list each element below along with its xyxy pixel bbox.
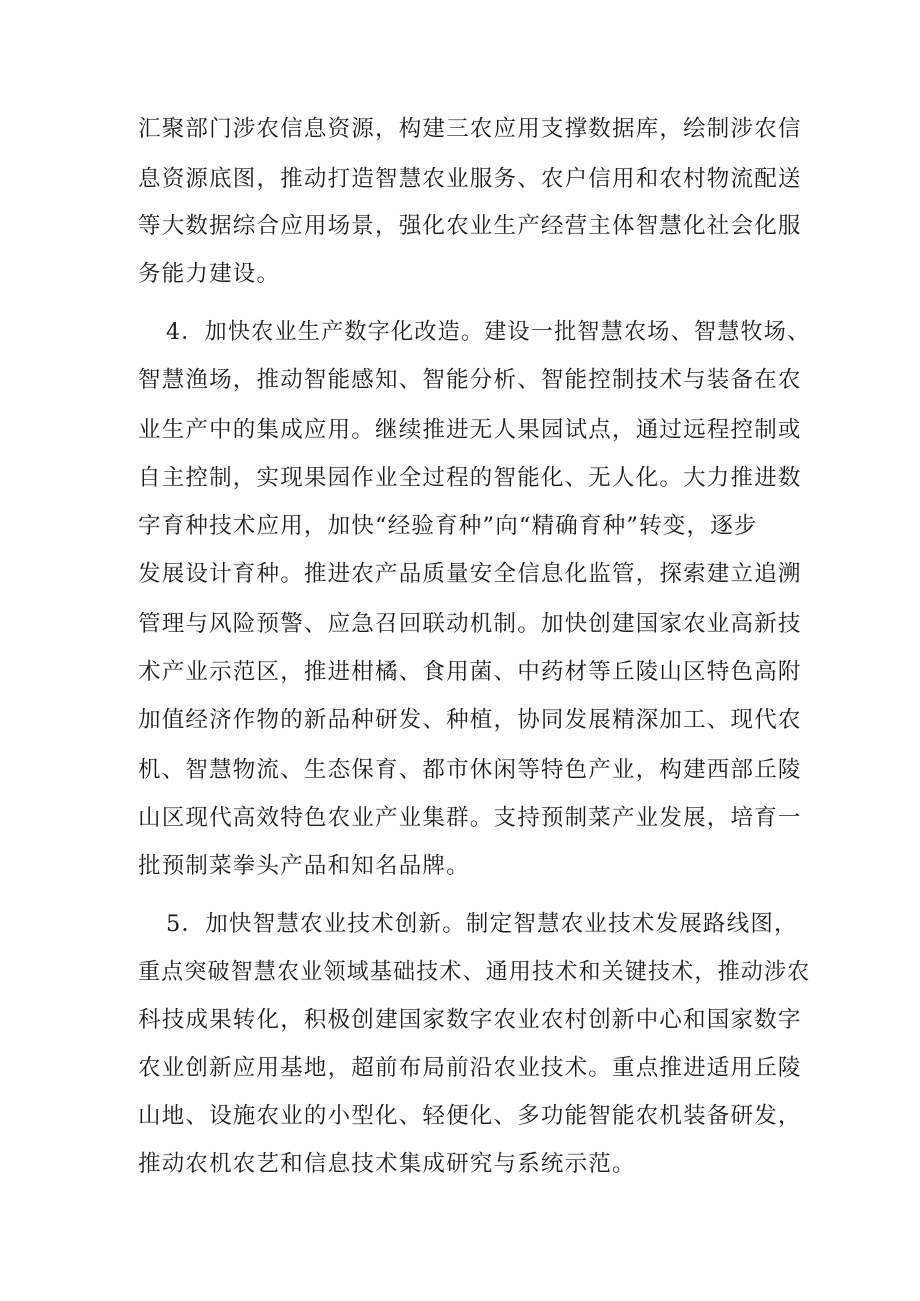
text-line: 等大数据综合应用场景，强化农业生产经营主体智慧化社会化服: [138, 213, 802, 239]
text-line: 息资源底图，推动打造智慧农业服务、农户信用和农村物流配送: [138, 166, 802, 192]
text-line: 务能力建设。: [138, 261, 281, 287]
text-line: 山地、设施农业的小型化、轻便化、多功能智能农机装备研发，: [138, 1103, 802, 1129]
text-line: 批预制菜拳头产品和知名品牌。: [138, 853, 470, 879]
text-line: 发展设计育种。推进农产品质量安全信息化监管，探索建立追溯: [138, 561, 802, 587]
text-line: 5．加快智慧农业技术创新。制定智慧农业技术发展路线图，: [166, 911, 798, 937]
text-line: 推动农机农艺和信息技术集成研究与系统示范。: [138, 1151, 636, 1177]
text-line: 山区现代高效特色农业产业集群。支持预制菜产业发展，培育一: [138, 805, 802, 831]
text-line: 农业创新应用基地，超前布局前沿农业技术。重点推进适用丘陵: [138, 1055, 802, 1081]
text-line: 术产业示范区，推进柑橘、食用菌、中药材等丘陵山区特色高附: [138, 659, 802, 685]
text-line: 自主控制，实现果园作业全过程的智能化、无人化。大力推进数: [138, 465, 802, 491]
text-line: 管理与风险预警、应急召回联动机制。加快创建国家农业高新技: [138, 611, 802, 637]
text-line: 加值经济作物的新品种研发、种植，协同发展精深加工、现代农: [138, 707, 802, 733]
text-line: 智慧渔场，推动智能感知、智能分析、智能控制技术与装备在农: [138, 367, 802, 393]
text-line: 4．加快农业生产数字化改造。建设一批智慧农场、智慧牧场、: [166, 319, 811, 345]
text-line: 汇聚部门涉农信息资源，构建三农应用支撑数据库，绘制涉农信: [138, 116, 802, 142]
text-line: 字育种技术应用，加快“经验育种”向“精确育种”转变，逐步: [138, 513, 758, 539]
text-line: 科技成果转化，积极创建国家数字农业农村创新中心和国家数字: [138, 1007, 802, 1033]
text-line: 重点突破智慧农业领域基础技术、通用技术和关键技术，推动涉农: [138, 959, 811, 985]
text-line: 机、智慧物流、生态保育、都市休闲等特色产业，构建西部丘陵: [138, 757, 802, 783]
text-line: 业生产中的集成应用。继续推进无人果园试点，通过远程控制或: [138, 417, 802, 443]
